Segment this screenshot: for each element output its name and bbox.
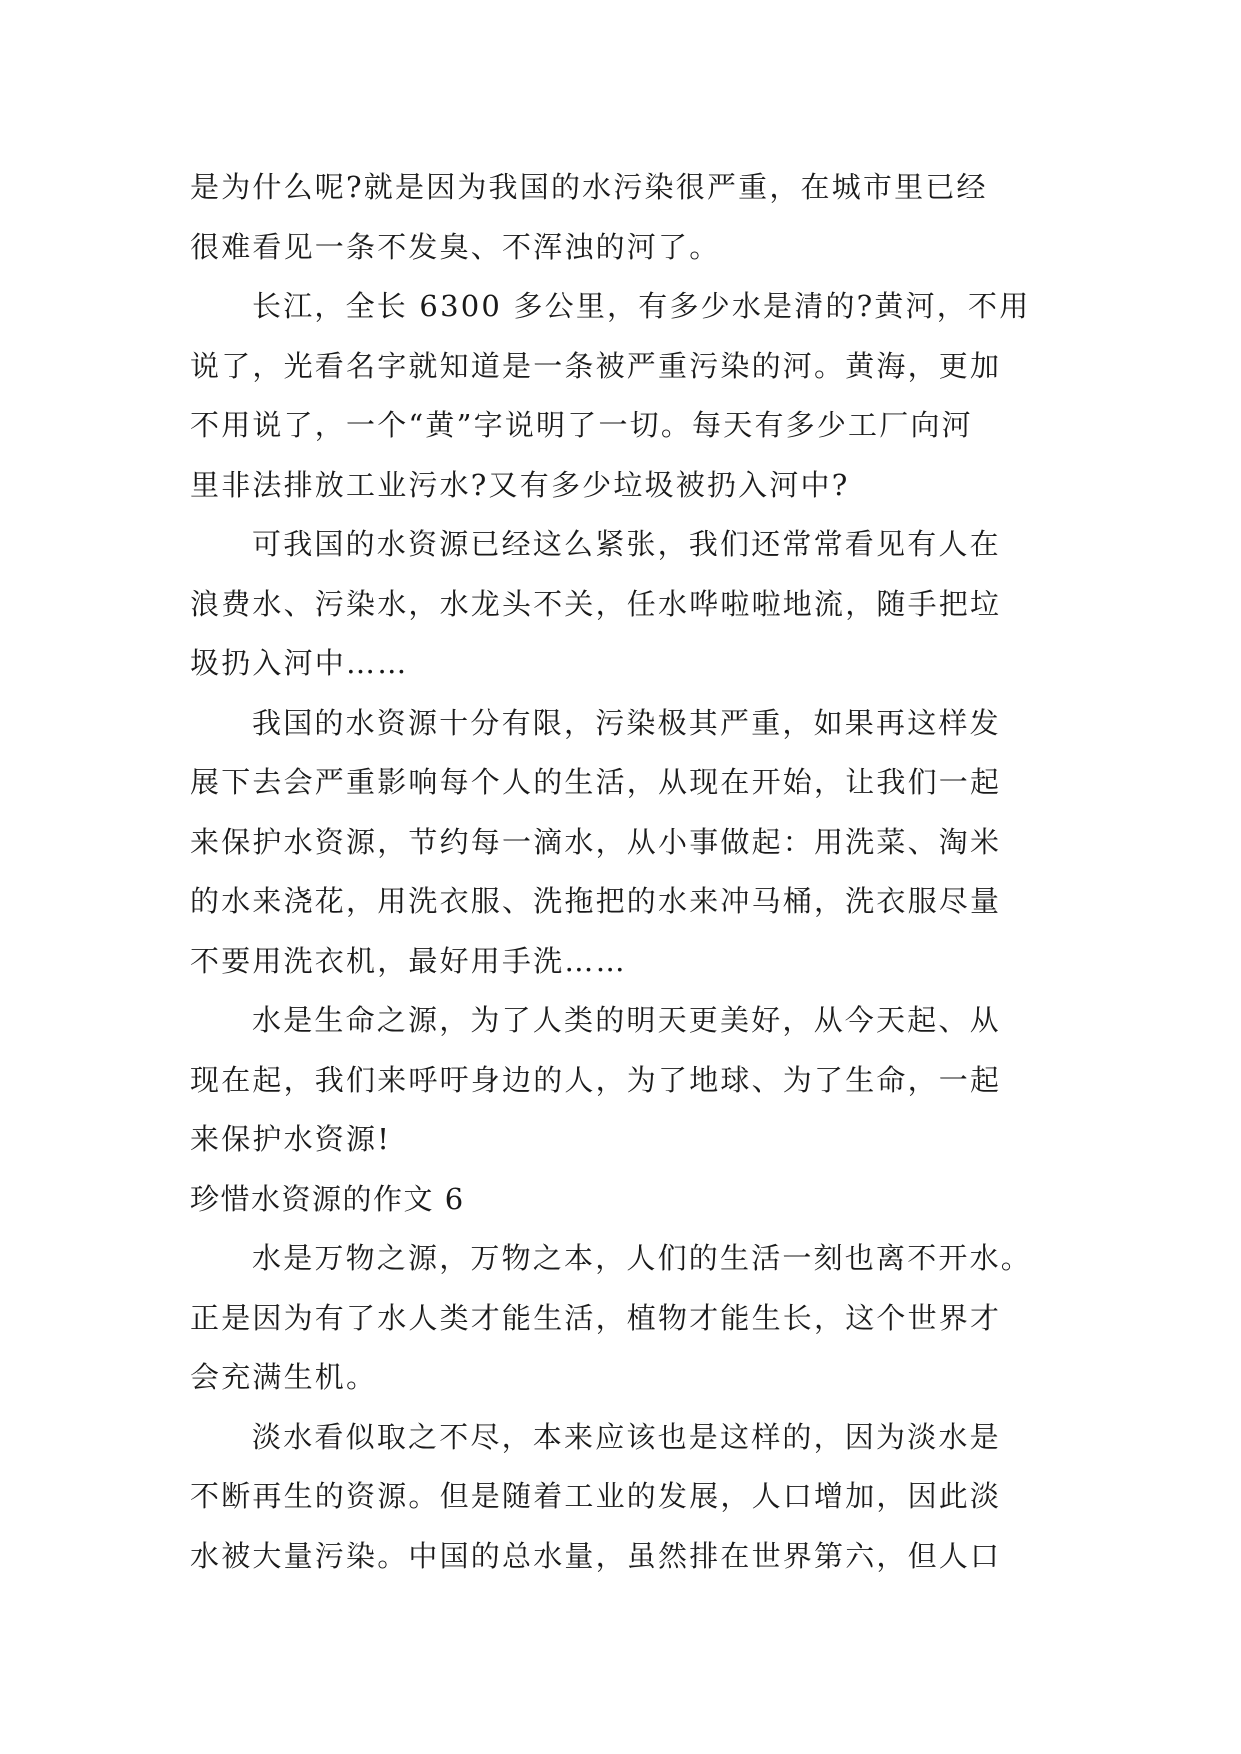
paragraph-source bbox=[190, 1229, 1060, 1408]
text-line: 水被大量污染。中国的总水量，虽然排在世界第六，但人口 bbox=[190, 1538, 1002, 1573]
text-line: 来保护水资源! bbox=[190, 1122, 392, 1156]
text-line: 水是万物之源，万物之本，人们的生活一刻也离不开水。 bbox=[252, 1241, 1033, 1275]
text-line: 不断再生的资源。但是随着工业的发展，人口增加，因此淡 bbox=[190, 1479, 1002, 1513]
text-line: 的水来浇花，用洗衣服、洗拖把的水来冲马桶，洗衣服尽量 bbox=[190, 884, 1002, 918]
text-line: 来保护水资源，节约每一滴水，从小事做起：用洗菜、淘米 bbox=[190, 824, 1002, 859]
text-line: 可我国的水资源已经这么紧张，我们还常常看见有人在 bbox=[252, 527, 1001, 561]
essay-heading bbox=[190, 1170, 1060, 1230]
text-line: 现在起，我们来呼吁身边的人，为了地球、为了生命，一起 bbox=[190, 1062, 1002, 1097]
text-line: 正是因为有了水人类才能生活，植物才能生长，这个世界才 bbox=[190, 1300, 1002, 1335]
text-line: 是为什么呢?就是因为我国的水污染很严重，在城市里已经 bbox=[190, 170, 988, 204]
text-line: 不用说了，一个“黄”字说明了一切。每天有多少工厂向河 bbox=[190, 408, 973, 442]
paragraph-waste bbox=[190, 515, 1060, 694]
paragraph-intro-continuation bbox=[190, 158, 1060, 277]
text-line: 水是生命之源，为了人类的明天更美好，从今天起、从 bbox=[252, 1003, 1001, 1037]
text-line: 淡水看似取之不尽，本来应该也是这样的，因为淡水是 bbox=[252, 1419, 1001, 1454]
document-page bbox=[190, 158, 1060, 1586]
text-line: 浪费水、污染水，水龙头不关，任水哗啦啦地流，随手把垃 bbox=[190, 586, 1002, 621]
text-line: 我国的水资源十分有限，污染极其严重，如果再这样发 bbox=[252, 705, 1001, 740]
text-line: 不要用洗衣机，最好用手洗…… bbox=[190, 943, 627, 978]
paragraph-protect bbox=[190, 694, 1060, 992]
text-line: 很难看见一条不发臭、不浑浊的河了。 bbox=[190, 229, 721, 264]
text-line: 说了，光看名字就知道是一条被严重污染的河。黄海，更加 bbox=[190, 348, 1002, 383]
text-line: 长江，全长 6300 多公里，有多少水是清的?黄河，不用 bbox=[252, 289, 1031, 323]
paragraph-freshwater bbox=[190, 1408, 1060, 1587]
heading-text: 珍惜水资源的作文 6 bbox=[190, 1181, 465, 1216]
text-line: 会充满生机。 bbox=[190, 1360, 378, 1394]
text-line: 圾扔入河中…… bbox=[190, 646, 409, 680]
text-line: 展下去会严重影响每个人的生活，从现在开始，让我们一起 bbox=[190, 765, 1002, 799]
paragraph-yangtze bbox=[190, 277, 1060, 515]
text-line: 里非法排放工业污水?又有多少垃圾被扔入河中? bbox=[190, 467, 850, 502]
paragraph-call bbox=[190, 991, 1060, 1170]
